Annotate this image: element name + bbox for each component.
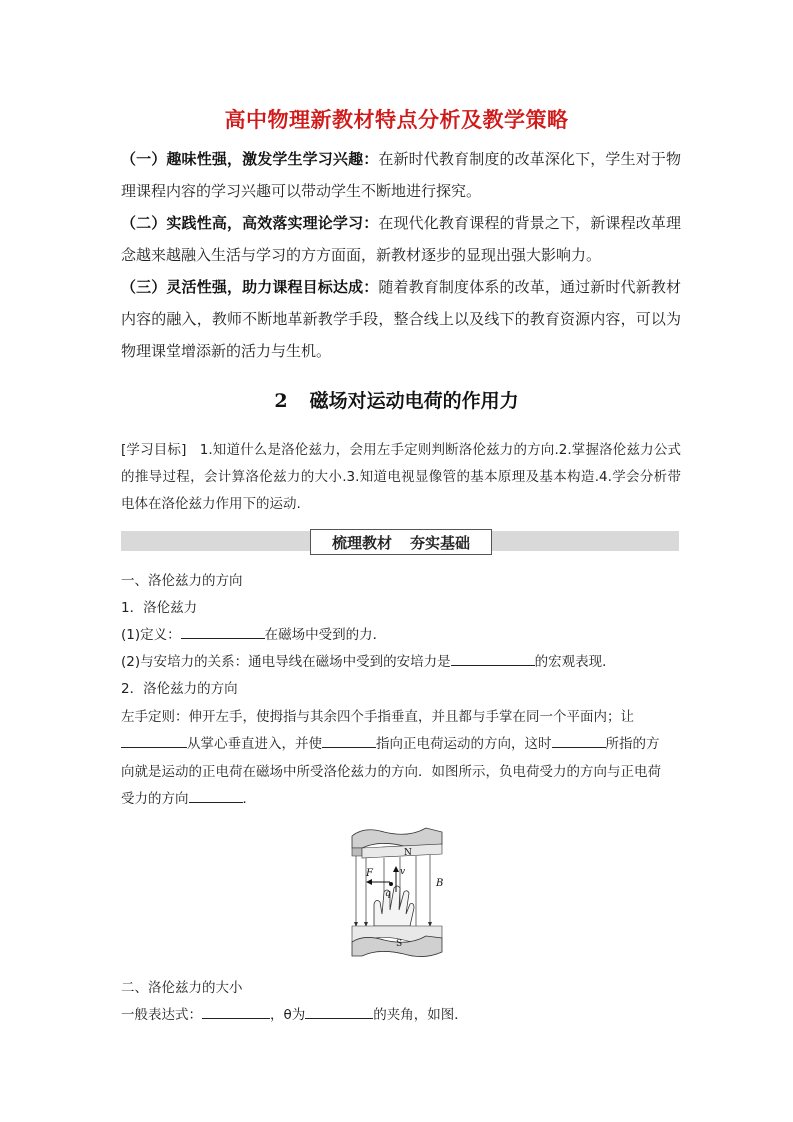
learning-goals-label: [学习目标] xyxy=(121,442,187,458)
label-field: B xyxy=(436,878,444,889)
definition-prefix: (1)定义： xyxy=(121,627,181,643)
intro-paragraph-1-body: 在新时代教育制度的改革深化下，学生对于物理课程内容的学习兴趣可以带动学生不断地进行探究。 xyxy=(121,150,681,200)
label-velocity: v xyxy=(400,867,406,877)
section-title-text: 磁场对运动电荷的作用力 xyxy=(309,390,519,412)
definition-line xyxy=(121,622,681,648)
intro-paragraph-3-head: （三）灵活性强，助力课程目标达成： xyxy=(121,278,379,296)
left-hand-rule-line-2 xyxy=(121,731,681,757)
learning-goals xyxy=(121,437,681,518)
intro-paragraph-2-head: （二）实践性高，高效落实理论学习： xyxy=(121,214,379,232)
fill-blank[interactable] xyxy=(202,1004,270,1019)
formula-line xyxy=(121,1002,681,1028)
fill-blank[interactable] xyxy=(305,1004,373,1019)
subheading-lorentz-force: 1．洛伦兹力 xyxy=(121,600,198,616)
rule-fragment: 指向正电荷运动的方向，这时 xyxy=(376,736,552,752)
left-hand-rule-line-4 xyxy=(121,786,681,812)
page-title: 高中物理新教材特点分析及教学策略 xyxy=(224,108,569,132)
fill-blank[interactable] xyxy=(451,651,535,666)
intro-paragraph-1-head: （一）趣味性强，激发学生学习兴趣： xyxy=(121,150,379,168)
subheading-force-direction: 2．洛伦兹力的方向 xyxy=(121,681,238,697)
rule-fragment: 所指的方 xyxy=(605,736,660,752)
formula-theta: θ为 xyxy=(283,1007,306,1023)
relation-line xyxy=(121,649,681,675)
force-arrowhead xyxy=(366,879,372,885)
band-label-right: 夯实基础 xyxy=(410,533,471,552)
formula-suffix: 的夹角，如图． xyxy=(373,1007,468,1023)
north-pole-side xyxy=(352,848,362,856)
intro-paragraph-1 xyxy=(121,143,681,207)
formula-prefix: 一般表达式： xyxy=(121,1007,202,1023)
intro-paragraph-3 xyxy=(121,271,681,367)
fill-blank[interactable] xyxy=(189,788,243,803)
learning-goals-text: 1.知道什么是洛伦兹力，会用左手定则判断洛伦兹力的方向.2.掌握洛伦兹力公式的推导过程，会计算洛伦兹力的大小.3.知道电视显像管的基本原理及基本构造.4.学会分析带电体在洛伦兹力作用下的运动. xyxy=(121,442,681,512)
left-hand-rule-figure xyxy=(344,822,452,964)
label-north: N xyxy=(404,848,412,858)
formula-separator: ， xyxy=(270,1007,284,1023)
relation-suffix: 的宏观表现． xyxy=(534,654,616,670)
fill-blank[interactable] xyxy=(322,733,376,748)
section-number: 2 xyxy=(274,390,288,412)
label-force: F xyxy=(366,868,373,879)
label-south: S xyxy=(396,939,403,949)
label-charge: q xyxy=(385,889,391,899)
fill-blank[interactable] xyxy=(552,733,606,748)
rule-fragment: ． xyxy=(242,791,256,807)
definition-suffix: 在磁场中受到的力． xyxy=(264,627,387,643)
relation-prefix: (2)与安培力的关系：通电导线在磁场中受到的安培力是 xyxy=(121,654,451,670)
band-label-left: 梳理教材 xyxy=(331,533,392,552)
left-hand-rule-line-3: 向就是运动的正电荷在磁场中所受洛伦兹力的方向．如图所示，负电荷受力的方向与正电荷 xyxy=(121,764,661,780)
velocity-arrowhead xyxy=(393,866,399,872)
section-heading xyxy=(0,386,793,413)
heading-magnitude: 二、洛伦兹力的大小 xyxy=(121,980,243,996)
left-hand-outline xyxy=(374,886,414,926)
intro-paragraph-3-body: 随着教育制度体系的改革，通过新时代新教材内容的融入，教师不断地革新教学手段，整合线上以及线下的教育资源内容，可以为物理课堂增添新的活力与生机。 xyxy=(121,278,681,360)
rule-fragment: 受力的方向 xyxy=(121,791,189,807)
charge-dot xyxy=(389,882,393,886)
left-hand-rule-line-1: 左手定则：伸开左手，使拇指与其余四个手指垂直，并且都与手掌在同一个平面内；让 xyxy=(121,709,634,725)
heading-direction: 一、洛伦兹力的方向 xyxy=(121,573,243,589)
fill-blank[interactable] xyxy=(181,624,265,639)
fill-blank[interactable] xyxy=(121,733,187,748)
intro-paragraph-2 xyxy=(121,207,681,271)
section-band-label xyxy=(310,529,492,555)
rule-fragment: 从掌心垂直进入，并使 xyxy=(187,736,322,752)
intro-paragraph-2-body: 在现代化教育课程的背景之下，新课程改革理念越来越融入生活与学习的方方面面，新教材逐步的显现出强大影响力。 xyxy=(121,214,681,264)
